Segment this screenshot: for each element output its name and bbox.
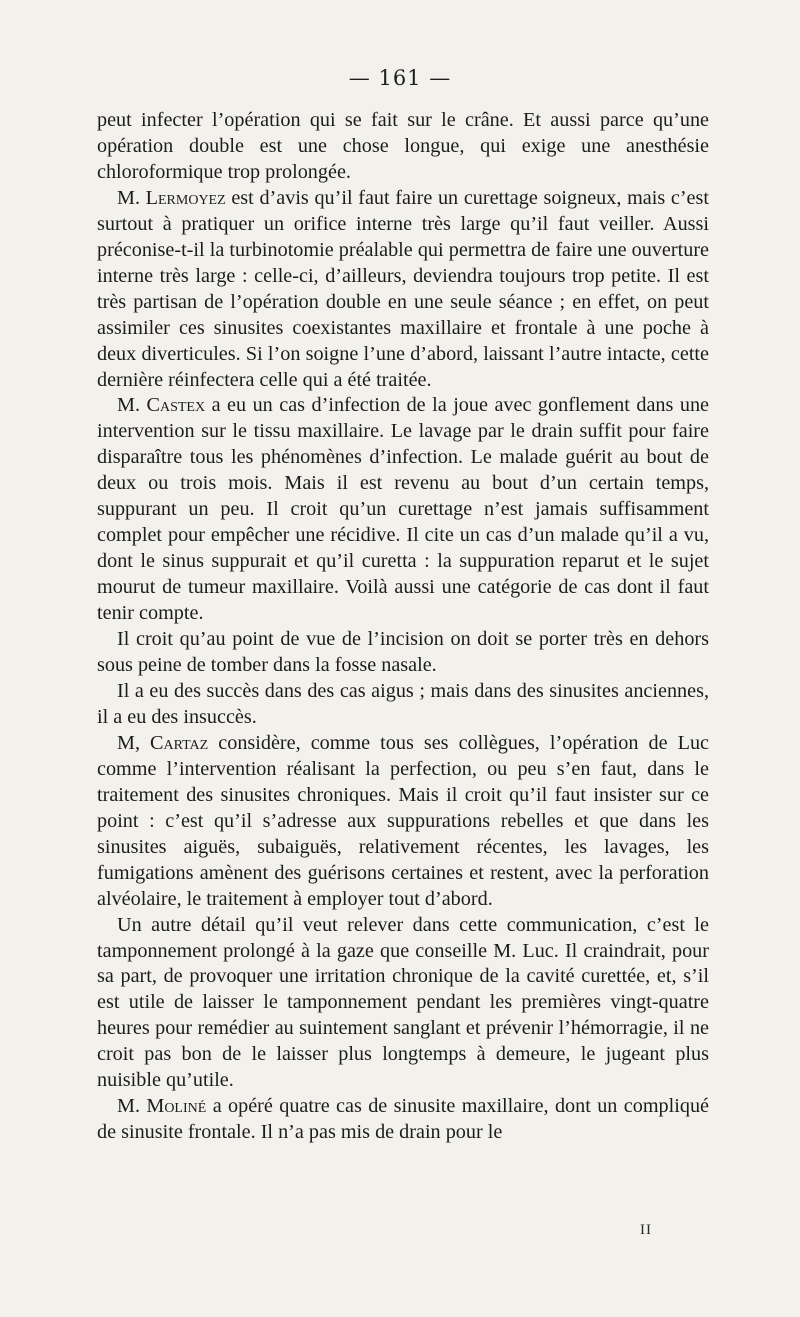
speaker-name: Lermoyez	[145, 186, 226, 209]
paragraph-incision	[97, 627, 709, 679]
paragraph-text: Il croit qu’au point de vue de l’incision on doit se porter très en dehors sous peine de tomber dans la fosse nasale.	[97, 628, 709, 677]
speaker-prefix: M.	[117, 394, 147, 417]
body-text	[97, 108, 709, 1146]
speaker-name: Castex	[146, 394, 206, 417]
paragraph-succes	[97, 679, 709, 731]
paragraph-castex	[97, 393, 709, 627]
signature-mark: II	[640, 1222, 652, 1238]
page-number: — 161 —	[348, 66, 452, 90]
speaker-name: Moliné	[146, 1095, 207, 1118]
speaker-prefix: M.	[117, 186, 146, 209]
paragraph-continuation	[97, 108, 709, 186]
paragraph-text: peut infecter l’opération qui se fait sur le crâne. Et aussi parce qu’une opération double est une chose longue, qui exige une anesthésie chloroformique trop prolongée.	[97, 109, 709, 183]
paragraph-text: a opéré quatre cas de sinusite maxillaire, dont un compliqué de sinusite frontale. Il n’a pas mis de drain pour le	[97, 1095, 709, 1144]
speaker-prefix: M,	[117, 731, 151, 754]
speaker-name: Cartaz	[150, 731, 209, 754]
paragraph-text: est d’avis qu’il faut faire un curettage soigneux, mais c’est surtout à pratiquer un orifice interne très large qu’il faut veiller. Aussi préconise-t-il la turbinotomie préalable qui permettra de faire une ouverture interne très large : celle-ci, d’ailleurs, deviendra toujours trop petite. Il est très partisan de l’opération double en une seule séance ; en effet, on peut assimiler ces sinusites coexistantes maxillaire et frontale à une poche à deux diverticules. Si l’on soigne l’une d’abord, laissant l’autre intacte, cette dernière réinfectera celle qui a été traitée.	[97, 186, 709, 391]
paragraph-lermoyez	[97, 186, 709, 394]
paragraph-cartaz	[97, 731, 709, 913]
paragraph-tamponnement	[97, 913, 709, 1095]
paragraph-text: Il a eu des succès dans des cas aigus ; mais dans des sinusites anciennes, il a eu des insuccès.	[97, 679, 709, 728]
paragraph-text: a eu un cas d’infection de la joue avec gonflement dans une intervention sur le tissu maxillaire. Le lavage par le drain suffit pour faire disparaître tous les phénomènes d’infection. Le malade guérit au bout de deux ou trois mois. Mais il est revenu au bout d’un certain temps, suppurant un peu. Il croit qu’un curettage n’est jamais suffisamment complet pour empêcher une récidive. Il cite un cas d’un malade qu’il a vu, dont le sinus suppurait et qu’il curetta : la suppuration reparut et le sujet mourut de tumeur maxillaire. Voilà aussi une catégorie de cas dont il faut tenir compte.	[97, 394, 709, 625]
paragraph-text: considère, comme tous ses collègues, l’opération de Luc comme l’intervention réalisant la perfection, ou peu s’en faut, dans le traitement des sinusites chroniques. Mais il croit qu’il faut insister sur ce point : c’est qu’il s’adresse aux suppurations rebelles et que dans les sinusites aiguës, subaiguës, relativement récentes, les lavages, les fumigations amènent des guérisons certaines et restent, avec la perforation alvéolaire, le traitement à employer tout d’abord.	[97, 731, 709, 910]
paragraph-text: Un autre détail qu’il veut relever dans cette communication, c’est le tamponnement prolongé à la gaze que conseille M. Luc. Il craindrait, pour sa part, de provoquer une irritation chronique de la cavité curettée, et, s’il est utile de laisser le tamponnement pendant les premières vingt-quatre heures pour remédier au suintement sanglant et prévenir l’hémorragie, il ne croit pas bon de le laisser plus longtemps à demeure, le jugeant plus nuisible qu’utile.	[97, 913, 709, 1092]
speaker-prefix: M.	[117, 1095, 147, 1118]
paragraph-molinie	[97, 1094, 709, 1146]
